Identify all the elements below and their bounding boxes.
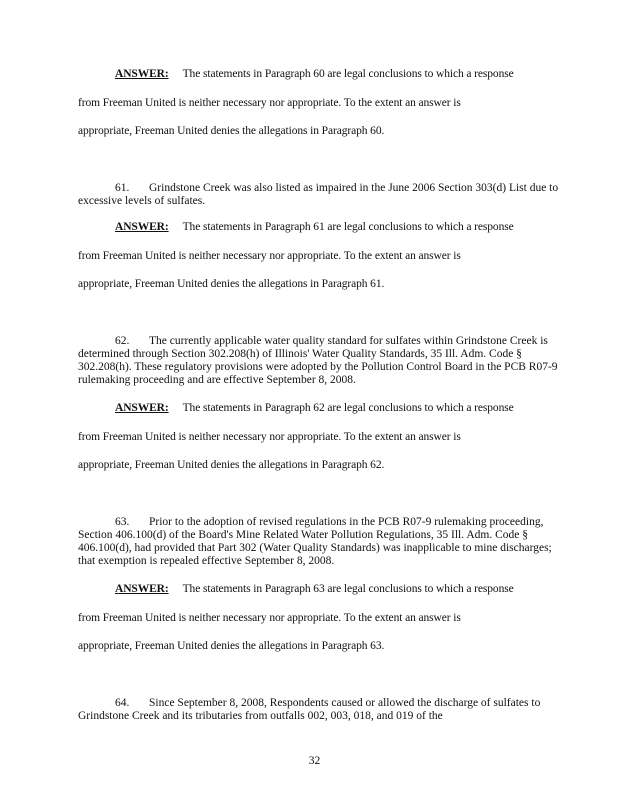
page-number: 32: [308, 755, 321, 767]
paragraph-number: 64.: [115, 697, 130, 709]
paragraph-61: [78, 182, 568, 208]
paragraph-63: [78, 516, 568, 568]
answer-61-line2: from Freeman United is neither necessary nor appropriate. To the extent an answer is: [78, 250, 461, 262]
answer-63-line1: ANSWER: The statements in Paragraph 63 are legal conclusions to which a response: [115, 583, 514, 595]
paragraph-number: 61.: [115, 182, 130, 194]
paragraph-64: [78, 697, 568, 723]
paragraph-text: Prior to the adoption of revised regulations in the PCB R07-9 rulemaking proceeding, Section 406.100(d) of the Board's Mine Related Water Pollution Regulations, 35 Ill. Adm. Code § 406.100(d), had provided that Part 302 (Water Quality Standards) was inapplicable to mine discharges; that exemption is repealed effective September 8, 2008.: [78, 516, 552, 567]
answer-63-line2: from Freeman United is neither necessary nor appropriate. To the extent an answer is: [78, 612, 461, 624]
paragraph-text: Since September 8, 2008, Respondents caused or allowed the discharge of sulfates to Grindstone Creek and its tributaries from outfalls 002, 003, 018, and 019 of the: [78, 697, 541, 722]
answer-60-line3: appropriate, Freeman United denies the allegations in Paragraph 60.: [78, 125, 385, 137]
answer-60-line1: ANSWER: The statements in Paragraph 60 are legal conclusions to which a response: [115, 68, 514, 80]
paragraph-text: Grindstone Creek was also listed as impaired in the June 2006 Section 303(d) List due to excessive levels of sulfates.: [78, 182, 559, 207]
paragraph-number: 62.: [115, 335, 130, 347]
paragraph-62: [78, 335, 568, 387]
answer-label: ANSWER:: [115, 402, 169, 414]
answer-61-line1: ANSWER: The statements in Paragraph 61 are legal conclusions to which a response: [115, 221, 514, 233]
answer-label: ANSWER:: [115, 583, 169, 595]
answer-60-line2: from Freeman United is neither necessary nor appropriate. To the extent an answer is: [78, 97, 461, 109]
answer-61-line3: appropriate, Freeman United denies the allegations in Paragraph 61.: [78, 278, 385, 290]
answer-63-line3: appropriate, Freeman United denies the allegations in Paragraph 63.: [78, 640, 385, 652]
paragraph-text: The currently applicable water quality standard for sulfates within Grindstone Creek is determined through Section 302.208(h) of Illinois' Water Quality Standards, 35 Ill. Adm. Code § 302.208(h). These regulatory provisions were adopted by the Pollution Control Board in the PCB R07-9 rulemaking proceeding and are effective September 8, 2008.: [78, 335, 558, 386]
paragraph-number: 63.: [115, 516, 130, 528]
answer-62-line1: ANSWER: The statements in Paragraph 62 are legal conclusions to which a response: [115, 402, 514, 414]
answer-62-line2: from Freeman United is neither necessary nor appropriate. To the extent an answer is: [78, 431, 461, 443]
answer-62-line3: appropriate, Freeman United denies the allegations in Paragraph 62.: [78, 459, 385, 471]
answer-label: ANSWER:: [115, 68, 169, 80]
answer-label: ANSWER:: [115, 221, 169, 233]
